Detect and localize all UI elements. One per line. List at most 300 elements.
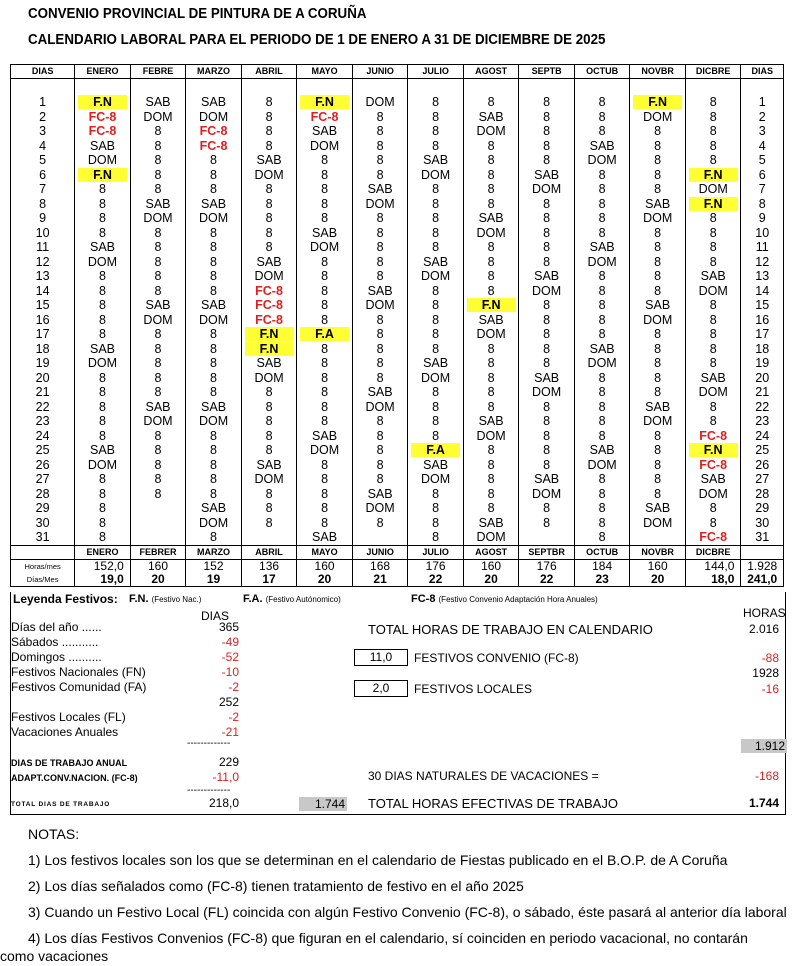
month-footer-cell: FEBRER	[130, 545, 186, 559]
day-cell: 8	[463, 153, 519, 168]
day-cell: DOM	[352, 501, 408, 516]
day-cell: 8	[241, 400, 297, 415]
day-number: 25	[11, 443, 75, 458]
day-cell: 8	[186, 168, 242, 183]
header-cell: DICBRE	[685, 65, 741, 79]
days-month-cell: 20	[463, 573, 519, 587]
day-number: 8	[741, 197, 784, 212]
total-calendar-value: 2.016	[748, 622, 779, 636]
day-cell: 8	[130, 226, 186, 241]
day-row	[11, 371, 784, 386]
day-cell: 8	[630, 487, 686, 502]
day-cell: 8	[130, 168, 186, 183]
day-cell: 8	[241, 414, 297, 429]
day-cell: 8	[130, 342, 186, 357]
month-footer-cell: MARZO	[186, 545, 242, 559]
efectivas-value: 1.744	[748, 796, 779, 810]
day-cell: SAB	[463, 110, 519, 125]
day-row	[11, 443, 784, 458]
convenio-holiday: FC-8	[199, 138, 228, 153]
day-cell: SAB	[241, 153, 297, 168]
day-cell: 8	[519, 356, 575, 371]
day-cell: 8	[685, 139, 741, 154]
header-row	[11, 65, 784, 79]
day-cell	[130, 501, 186, 516]
hours-cell: 160	[463, 559, 519, 573]
header-cell: SEPTB	[519, 65, 575, 79]
convenio-holiday: FC-8	[699, 530, 728, 544]
day-cell: 8	[186, 153, 242, 168]
dashes-2: -------------	[187, 785, 231, 796]
day-cell: 8	[519, 516, 575, 531]
day-cell: DOM	[352, 197, 408, 212]
day-cell: DOM	[685, 487, 741, 502]
day-number: 28	[741, 487, 784, 502]
day-cell	[685, 168, 741, 183]
day-cell: SAB	[574, 443, 630, 458]
day-number: 10	[741, 226, 784, 241]
days-month-cell: 19	[186, 573, 242, 587]
holiday-marker: F.N	[78, 168, 127, 182]
day-cell: 8	[186, 356, 242, 371]
day-cell: 8	[352, 139, 408, 154]
day-cell: 8	[75, 269, 131, 284]
day-number: 31	[11, 530, 75, 545]
adapt-value: -11,0	[212, 770, 239, 784]
header-cell: JUNIO	[352, 65, 408, 79]
day-cell: DOM	[685, 182, 741, 197]
spacer-cell	[297, 79, 353, 96]
day-cell: 8	[685, 327, 741, 342]
day-cell: DOM	[186, 414, 242, 429]
day-cell: 8	[519, 226, 575, 241]
month-footer-cell: JUNIO	[352, 545, 408, 559]
days-month-cell: 17	[241, 573, 297, 587]
day-cell: 8	[463, 472, 519, 487]
day-cell: 8	[630, 139, 686, 154]
month-footer-cell: SEPTBR	[519, 545, 575, 559]
day-cell: 8	[297, 414, 353, 429]
day-row	[11, 95, 784, 110]
summary-label: Domingos ..........	[11, 650, 102, 664]
day-cell	[685, 458, 741, 473]
day-cell: DOM	[186, 313, 242, 328]
day-cell: 8	[574, 516, 630, 531]
day-number: 22	[741, 400, 784, 415]
day-number: 7	[11, 182, 75, 197]
day-cell: 8	[519, 429, 575, 444]
day-cell: 8	[75, 211, 131, 226]
day-cell: 8	[297, 501, 353, 516]
day-row	[11, 168, 784, 183]
day-cell: 8	[685, 211, 741, 226]
day-number: 11	[741, 240, 784, 255]
day-cell: 8	[574, 429, 630, 444]
day-cell: 8	[241, 501, 297, 516]
day-cell: 8	[630, 168, 686, 183]
day-cell: 8	[352, 414, 408, 429]
day-cell	[297, 95, 353, 110]
day-row	[11, 255, 784, 270]
day-cell: 8	[519, 501, 575, 516]
convenio-holiday: FC-8	[699, 457, 728, 472]
day-cell: 8	[519, 211, 575, 226]
day-number: 6	[741, 168, 784, 183]
note-2: 2) Los días señalados como (FC-8) tienen tratamiento de festivo en el año 2025	[28, 878, 524, 894]
day-cell: DOM	[574, 356, 630, 371]
day-cell: SAB	[352, 487, 408, 502]
legend-fc: FC-8 (Festivo Convenio Adaptación Hora Anuales)	[411, 593, 598, 605]
day-cell: 8	[519, 342, 575, 357]
day-cell: 8	[241, 385, 297, 400]
day-cell: 8	[186, 240, 242, 255]
header-cell: NOVBR	[630, 65, 686, 79]
header-cell: FEBRE	[130, 65, 186, 79]
day-cell: 8	[519, 313, 575, 328]
day-number: 20	[741, 371, 784, 386]
day-cell: 8	[463, 501, 519, 516]
holiday-marker: F.N	[300, 95, 349, 109]
day-cell: 8	[130, 385, 186, 400]
day-cell: 8	[519, 400, 575, 415]
day-cell: 8	[130, 124, 186, 139]
day-number: 1	[741, 95, 784, 110]
festivos-locales-box: 2,0	[354, 680, 408, 697]
day-cell: 8	[297, 385, 353, 400]
day-number: 16	[11, 313, 75, 328]
day-cell: 8	[186, 487, 242, 502]
day-cell: 8	[130, 240, 186, 255]
day-cell: 8	[75, 487, 131, 502]
spacer-cell	[408, 79, 464, 96]
day-cell: 8	[75, 530, 131, 545]
day-cell: SAB	[297, 124, 353, 139]
day-cell: SAB	[352, 284, 408, 299]
summary-value: -10	[221, 665, 239, 679]
spacer-cell	[186, 79, 242, 96]
day-cell: DOM	[630, 313, 686, 328]
day-cell: 8	[241, 516, 297, 531]
day-cell: 8	[463, 168, 519, 183]
day-number: 2	[11, 110, 75, 125]
day-cell: 8	[130, 255, 186, 270]
day-cell: 8	[463, 443, 519, 458]
day-cell: 8	[574, 472, 630, 487]
day-cell: DOM	[75, 356, 131, 371]
day-cell: 8	[685, 356, 741, 371]
day-cell: DOM	[75, 458, 131, 473]
day-cell: DOM	[408, 168, 464, 183]
day-cell: SAB	[685, 371, 741, 386]
day-cell: 8	[463, 197, 519, 212]
day-cell: 8	[297, 458, 353, 473]
day-cell: 8	[630, 182, 686, 197]
day-cell: 8	[408, 385, 464, 400]
note-1: 1) Los festivos locales son los que se determinan en el calendario de Fiestas publicado en el B.O.P. de A Coruña	[28, 852, 728, 868]
header-cell: ABRIL	[241, 65, 297, 79]
day-cell: 8	[186, 327, 242, 342]
day-cell: DOM	[463, 530, 519, 545]
day-cell: 8	[352, 269, 408, 284]
day-cell: DOM	[463, 429, 519, 444]
day-cell	[519, 530, 575, 545]
day-cell: DOM	[352, 298, 408, 313]
day-cell: DOM	[186, 110, 242, 125]
legend-fn: F.N. (Festivo Nac.)	[129, 593, 202, 605]
day-cell: 8	[75, 197, 131, 212]
day-row	[11, 153, 784, 168]
day-cell: SAB	[75, 443, 131, 458]
day-cell: 8	[352, 342, 408, 357]
day-cell	[241, 284, 297, 299]
day-number: 27	[11, 472, 75, 487]
day-cell: 8	[408, 429, 464, 444]
month-footer-cell: MAYO	[297, 545, 353, 559]
day-cell: 8	[463, 284, 519, 299]
note-4-continued: como vacaciones	[0, 948, 109, 964]
day-cell: 8	[352, 429, 408, 444]
month-footer-cell: ENERO	[75, 545, 131, 559]
day-cell: DOM	[241, 168, 297, 183]
day-cell: 8	[630, 385, 686, 400]
spacer-row	[11, 79, 784, 96]
day-cell: 8	[408, 124, 464, 139]
hours-cell: 136	[241, 559, 297, 573]
header-cell: MARZO	[186, 65, 242, 79]
day-number: 26	[741, 458, 784, 473]
day-cell	[130, 516, 186, 531]
day-cell: SAB	[75, 139, 131, 154]
day-cell: 8	[519, 255, 575, 270]
day-cell: SAB	[241, 255, 297, 270]
footer-blank	[741, 545, 784, 559]
days-month-cell: 18,0	[685, 573, 741, 587]
day-cell: 8	[352, 110, 408, 125]
day-cell: SAB	[630, 501, 686, 516]
summary-value: -52	[221, 650, 239, 664]
spacer-cell	[630, 79, 686, 96]
day-number: 11	[11, 240, 75, 255]
day-number: 16	[741, 313, 784, 328]
holiday-marker: F.N	[689, 168, 738, 182]
day-cell: SAB	[352, 182, 408, 197]
month-footer-cell: ABRIL	[241, 545, 297, 559]
day-cell: DOM	[630, 110, 686, 125]
day-cell: SAB	[519, 168, 575, 183]
day-cell: 8	[352, 327, 408, 342]
day-cell: 8	[241, 429, 297, 444]
day-row	[11, 458, 784, 473]
total-hours-box: 1.744	[299, 797, 347, 811]
day-number: 22	[11, 400, 75, 415]
summary-value: -2	[228, 710, 239, 724]
day-cell: DOM	[352, 400, 408, 415]
day-number: 5	[741, 153, 784, 168]
day-cell: 8	[352, 124, 408, 139]
day-number: 3	[11, 124, 75, 139]
hours-cell: 144,0	[685, 559, 741, 573]
header-cell: OCTUB	[574, 65, 630, 79]
day-cell: 8	[75, 327, 131, 342]
day-number: 26	[11, 458, 75, 473]
holiday-marker: F.N	[689, 443, 738, 457]
day-cell: 8	[241, 182, 297, 197]
festivos-convenio-label: FESTIVOS CONVENIO (FC-8)	[414, 651, 579, 665]
day-cell: 8	[408, 516, 464, 531]
day-cell: SAB	[574, 139, 630, 154]
day-cell	[630, 530, 686, 545]
spacer-cell	[241, 79, 297, 96]
day-cell: 8	[408, 298, 464, 313]
day-cell	[75, 168, 131, 183]
day-cell: 8	[241, 226, 297, 241]
day-cell: 8	[463, 182, 519, 197]
day-cell	[297, 327, 353, 342]
days-month-cell: 241,0	[741, 573, 784, 587]
day-cell: 8	[685, 95, 741, 110]
convenio-holiday: FC-8	[88, 124, 117, 138]
day-cell: 8	[630, 443, 686, 458]
festivos-convenio-box: 11,0	[354, 649, 408, 666]
day-cell: 8	[241, 211, 297, 226]
day-cell: 8	[408, 197, 464, 212]
holiday-marker: F.A	[300, 327, 349, 341]
day-cell: 8	[574, 327, 630, 342]
day-cell	[75, 95, 131, 110]
day-cell: 8	[408, 327, 464, 342]
total-days-label: TOTAL DIAS DE TRABAJO	[11, 801, 111, 808]
day-cell: 8	[75, 284, 131, 299]
day-cell: 8	[519, 458, 575, 473]
day-cell	[241, 313, 297, 328]
adapt-label: ADAPT.CONV.NACION. (FC-8)	[11, 773, 138, 783]
day-cell: DOM	[574, 255, 630, 270]
day-cell: SAB	[130, 298, 186, 313]
day-cell: SAB	[186, 95, 242, 110]
day-number: 9	[11, 211, 75, 226]
day-cell: SAB	[463, 313, 519, 328]
day-number: 21	[11, 385, 75, 400]
day-cell: DOM	[519, 487, 575, 502]
day-cell: 8	[408, 211, 464, 226]
days-month-row	[11, 573, 784, 587]
spacer-cell	[685, 79, 741, 96]
month-footer-row	[11, 545, 784, 559]
day-cell: DOM	[241, 472, 297, 487]
day-cell: 8	[297, 342, 353, 357]
spacer-cell	[741, 79, 784, 96]
legend-title: Leyenda Festivos:	[13, 592, 118, 606]
day-cell: 8	[685, 153, 741, 168]
day-cell: 8	[75, 385, 131, 400]
day-cell: 8	[463, 458, 519, 473]
day-cell: 8	[685, 342, 741, 357]
header-cell: AGOST	[463, 65, 519, 79]
day-row	[11, 313, 784, 328]
header-cell: ENERO	[75, 65, 131, 79]
day-cell: SAB	[130, 400, 186, 415]
day-cell: 8	[630, 342, 686, 357]
day-cell: DOM	[685, 284, 741, 299]
day-cell: 8	[297, 313, 353, 328]
day-row	[11, 530, 784, 545]
day-cell: DOM	[574, 153, 630, 168]
day-cell: 8	[463, 139, 519, 154]
day-cell: 8	[297, 371, 353, 386]
day-cell: 8	[408, 139, 464, 154]
day-cell: 8	[352, 443, 408, 458]
day-cell: 8	[630, 327, 686, 342]
day-cell: 8	[186, 255, 242, 270]
day-cell: SAB	[297, 530, 353, 545]
hours-cell: 176	[408, 559, 464, 573]
festivos-locales-label: FESTIVOS LOCALES	[414, 682, 533, 696]
summary-value: 365	[218, 620, 239, 634]
day-row	[11, 240, 784, 255]
day-cell: 8	[408, 240, 464, 255]
day-cell: 8	[408, 182, 464, 197]
convenio-holiday: FC-8	[255, 312, 283, 327]
days-month-cell: 22	[519, 573, 575, 587]
day-number: 15	[741, 298, 784, 313]
hours-cell: 1.928	[741, 559, 784, 573]
day-cell: 8	[297, 487, 353, 502]
day-cell: 8	[352, 472, 408, 487]
day-cell: SAB	[297, 226, 353, 241]
day-number: 29	[11, 501, 75, 516]
day-cell: 8	[75, 182, 131, 197]
day-cell: 8	[297, 153, 353, 168]
convenio-holiday: FC-8	[88, 109, 117, 124]
day-number: 2	[741, 110, 784, 125]
day-cell: 8	[130, 327, 186, 342]
convenio-holiday: FC-8	[310, 109, 339, 124]
day-cell: 8	[463, 487, 519, 502]
summary-label: Días del año ......	[11, 620, 102, 634]
day-row	[11, 342, 784, 357]
holiday-marker: F.N	[245, 327, 294, 341]
day-cell: 8	[519, 327, 575, 342]
day-cell: SAB	[519, 472, 575, 487]
footer-blank	[11, 545, 75, 559]
day-cell: DOM	[130, 211, 186, 226]
day-cell: 8	[408, 414, 464, 429]
day-cell: SAB	[519, 371, 575, 386]
day-cell: 8	[574, 110, 630, 125]
day-cell: 8	[685, 313, 741, 328]
day-cell: DOM	[408, 472, 464, 487]
note-4: 4) Los días Festivos Convenios (FC-8) que figuran en el calendario, sí coinciden en periodo vacacional, no contarán	[28, 930, 748, 946]
document-subtitle: CALENDARIO LABORAL PARA EL PERIODO DE 1 DE ENERO A 31 DE DICIEMBRE DE 2025	[28, 32, 606, 48]
day-cell: DOM	[630, 414, 686, 429]
day-cell: 8	[574, 269, 630, 284]
day-cell: 8	[297, 284, 353, 299]
day-number: 12	[11, 255, 75, 270]
day-cell: 8	[685, 124, 741, 139]
day-cell: DOM	[630, 516, 686, 531]
day-cell: SAB	[241, 356, 297, 371]
day-cell: 8	[630, 472, 686, 487]
day-cell: 8	[130, 458, 186, 473]
day-cell: 8	[519, 153, 575, 168]
day-cell: 8	[75, 472, 131, 487]
day-cell: 8	[241, 240, 297, 255]
total-calendar-label: TOTAL HORAS DE TRABAJO EN CALENDARIO	[368, 622, 653, 637]
day-number: 19	[11, 356, 75, 371]
day-cell: 8	[574, 95, 630, 110]
convenio-holiday: FC-8	[255, 298, 283, 312]
sum-row-label: -------------	[187, 738, 231, 749]
